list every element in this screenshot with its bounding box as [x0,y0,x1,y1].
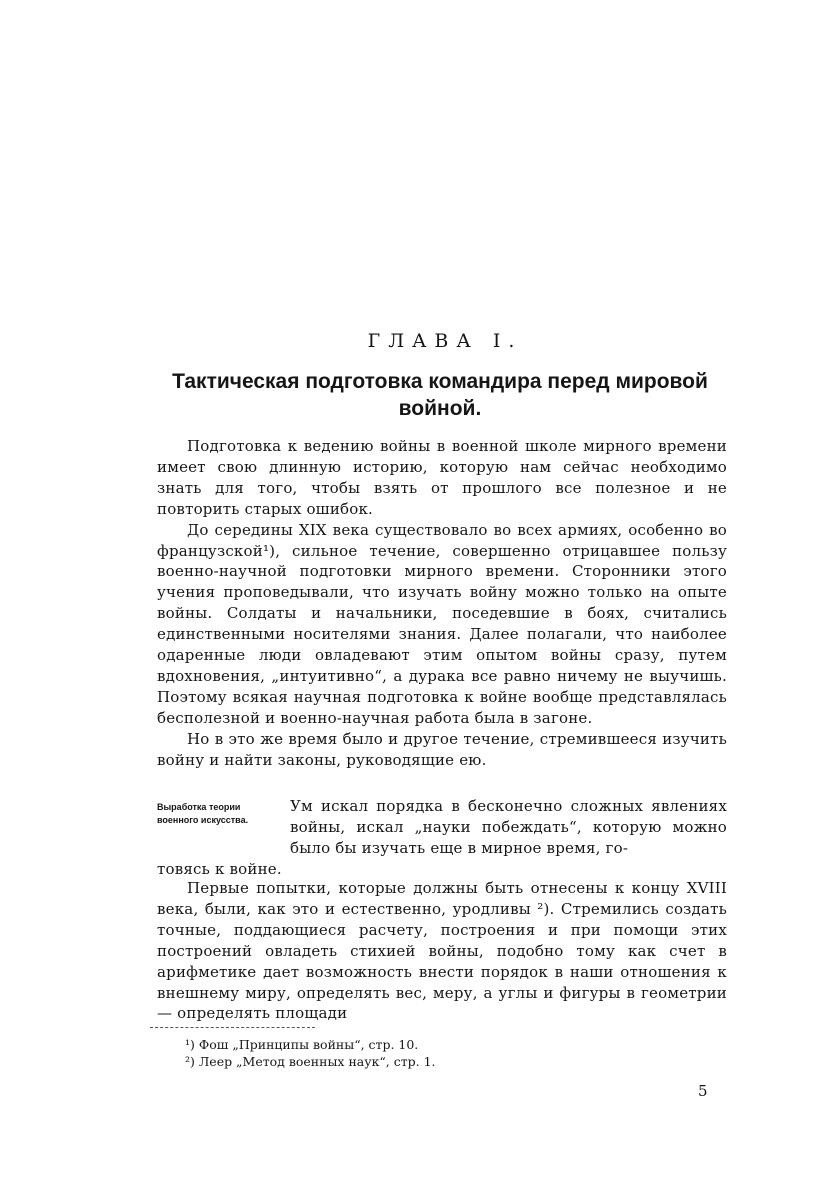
margin-note: Выработка теории военного искусства. [157,802,249,825]
paragraph: Ум искал порядка в бесконечно сложных явлениях войны, искал „науки побеждать“, которую можно было бы изучать еще в мирное время, го- [290,797,727,857]
section-paragraph-2 [157,878,727,1024]
footnote: ²) Леер „Метод военных наук“, стр. 1. [185,1054,436,1069]
chapter-label: ГЛАВА I. [367,330,523,352]
paragraph: товясь к войне. [157,860,282,878]
paragraph: Подготовка к ведению войны в военной школе мирного времени имеет свою длинную историю, которую нам сейчас необходимо знать для того, чтобы взять от прошлого все полезное и не повторить старых ошибок. [157,437,727,518]
section-paragraph-start [290,796,727,859]
paragraph: До середины XIX века существовало во всех армиях, особенно во французской¹), сильное течение, совершенно отрицавшее пользу военно-научной подготовки мирного времени. Сторонники этого учения проповедывали, что изучать войну можно только на опыте войны. Солдаты и начальники, поседевшие в боях, считались единственными носителями знания. Далее полагали, что наиболее одаренные люди овладевают этим опытом войны сразу, путем вдохновения, „интуитивно“, а дурака все равно ничему не выучишь. Поэтому всякая научная подготовка к войне вообще представлялась бесполезной и военно-научная работа была в загоне. [157,520,727,727]
footnote: ¹) Фош „Принципы войны“, стр. 10. [185,1037,419,1052]
paragraph: Первые попытки, которые должны быть отнесены к концу XVIII века, были, как это и естественно, уродливы ²). Стремились создать точные, поддающиеся расчету, построения и при помощи этих построений овладеть стихией войны, подобно тому как счет в арифметике дает возможность внести порядок в наши отношения к внешнему миру, определять вес, меру, а углы и фигуры в геометрии — определять площади [157,879,727,1023]
footnote-separator [150,1027,315,1028]
footnotes [185,1036,685,1070]
page-number: 5 [698,1082,708,1100]
chapter-title: Тактическая подготовка командира перед мировой войной. [172,370,708,420]
paragraph: Но в это же время было и другое течение, стремившееся изучить войну и найти законы, руководящие ею. [157,729,727,769]
section-paragraph-end [157,859,727,880]
intro-text [157,436,727,771]
